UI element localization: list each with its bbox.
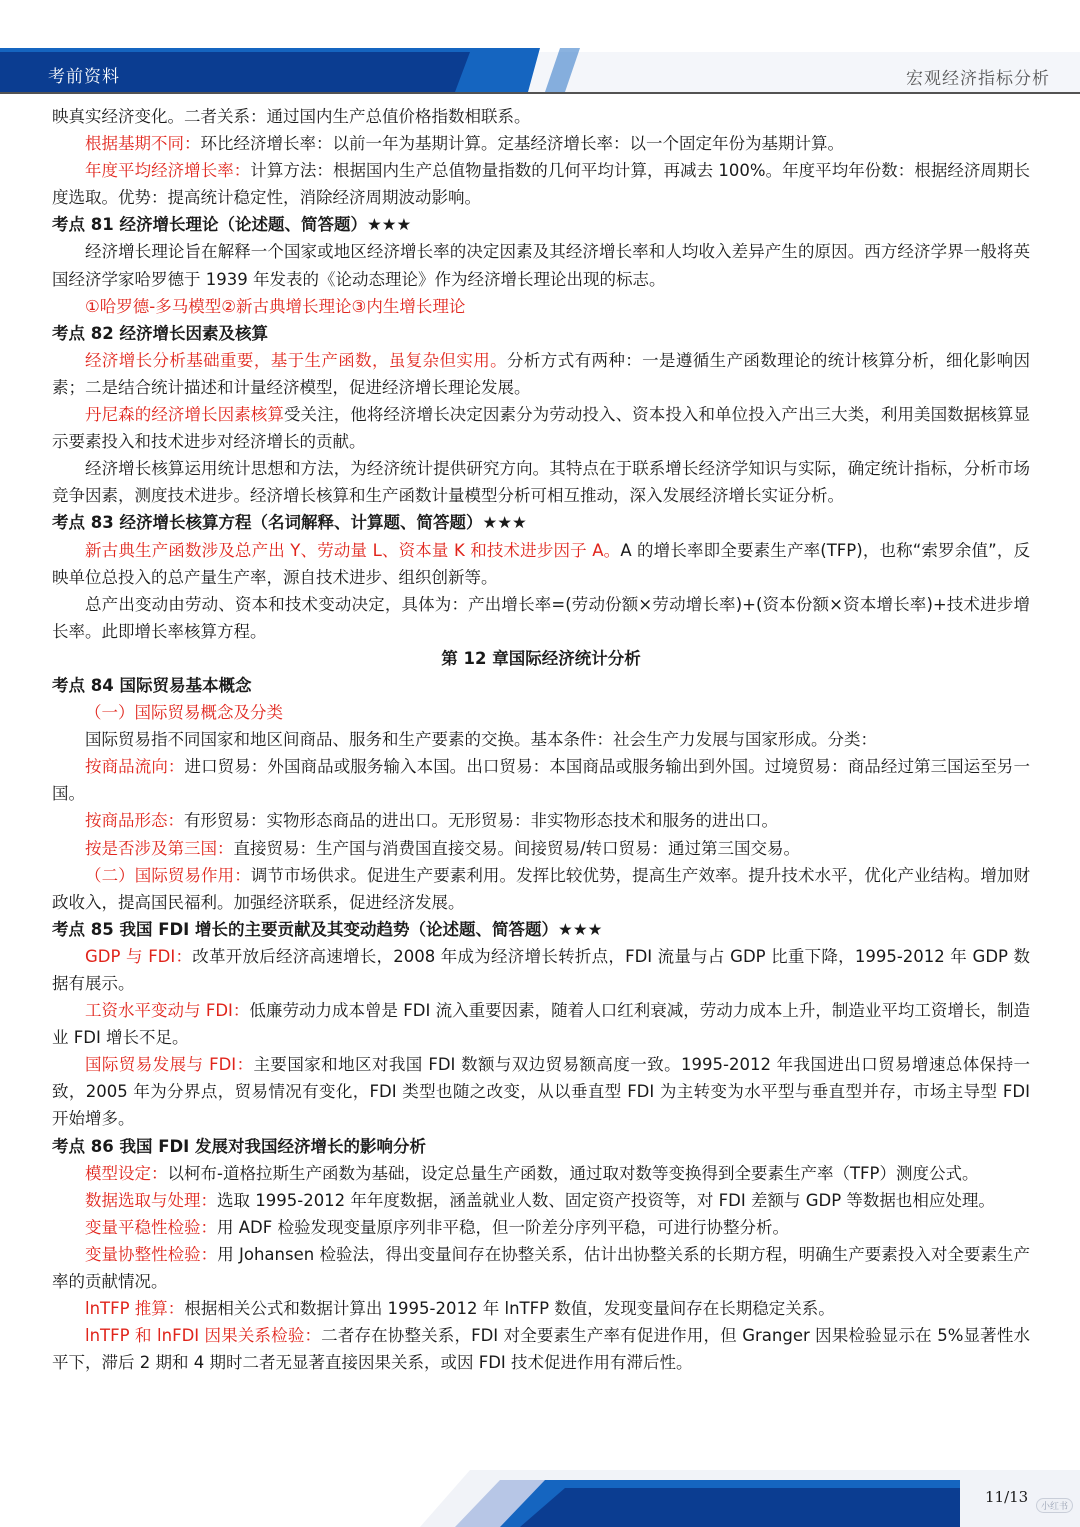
section-heading	[52, 1133, 1030, 1160]
body-text: 总产出变动由劳动、资本和技术变动决定，具体为：产出增长率=(劳动份额×劳动增长率)+(资本份额×资本增长率)+技术进步增长率。此即增长率核算方程。	[52, 594, 1030, 641]
body-text: 有形贸易：实物形态商品的进出口。无形贸易：非实物形态技术和服务的进出口。	[184, 811, 778, 831]
paragraph	[52, 455, 1030, 509]
body-text: 映真实经济变化。二者关系：通过国内生产总值价格指数相联系。	[52, 107, 531, 126]
paragraph	[52, 591, 1030, 645]
highlight-text: 按是否涉及第三国：	[85, 838, 234, 858]
highlight-text: 模型设定：	[85, 1163, 168, 1183]
body-text: 以柯布-道格拉斯生产函数为基础，设定总量生产函数，通过取对数等变换得到全要素生产率（TFP）测度公式。	[167, 1163, 979, 1183]
highlight-text: 新古典生产函数涉及总产出 Y、劳动量 L、资本量 K 和技术进步因子 A。	[85, 540, 621, 560]
page-number: 11/13	[985, 1488, 1029, 1506]
paragraph	[52, 753, 1030, 807]
highlight-text: lnTFP 和 lnFDI 因果关系检验：	[85, 1326, 322, 1346]
body-text: 经济增长核算运用统计思想和方法，为经济统计提供研究方向。其特点在于联系增长经济学知识与实际，确定统计指标，分析市场竞争因素，测度技术进步。经济增长核算和生产函数计量模型分析可相互推动，深入发展经济增长实证分析。	[52, 459, 1030, 506]
highlight-text: 丹尼森的经济增长因素核算	[85, 405, 284, 425]
body-text: 国际贸易指不同国家和地区间商品、服务和生产要素的交换。基本条件：社会生产力发展与国家形成。分类：	[85, 730, 877, 750]
body-text: 考点 86 我国 FDI 发展对我国经济增长的影响分析	[52, 1136, 427, 1156]
highlight-text: 数据选取与处理：	[85, 1190, 217, 1210]
paragraph	[52, 1295, 1030, 1322]
paragraph	[52, 238, 1030, 292]
highlight-text: 工资水平变动与 FDI：	[85, 1001, 250, 1021]
body-text: 调节市场供求。促进生产要素利用。发挥比较优势，提高生产效率。提升技术水平，优化产业结构。增加财政收入，提高国民福利。加强经济联系，促进经济发展。	[52, 865, 1031, 912]
body-text: 受关注，他将经济增长决定因素分为劳动投入、资本投入和单位投入产出三大类，利用美国数据核算显示要素投入和技术进步对经济增长的贡献。	[52, 405, 1031, 452]
body-text: 改革开放后经济高速增长，2008 年成为经济增长转折点，FDI 流量与占 GDP 比重下降，1995-2012 年 GDP 数据有展示。	[52, 946, 1030, 993]
section-heading	[52, 509, 1030, 536]
page-header	[0, 0, 1080, 100]
highlight-text: 国际贸易发展与 FDI：	[85, 1055, 254, 1075]
section-heading	[52, 916, 1030, 943]
highlight-text: （二）国际贸易作用：	[85, 865, 251, 885]
highlight-text: 按商品流向：	[85, 757, 185, 777]
paragraph	[52, 537, 1030, 591]
body-text: 考点 81 经济增长理论（论述题、简答题）★★★	[52, 215, 412, 235]
highlight-text: 年度平均经济增长率：	[85, 161, 251, 181]
body-text: 考点 84 国际贸易基本概念	[52, 675, 252, 695]
paragraph	[52, 157, 1030, 211]
header-right-title: 宏观经济指标分析	[906, 69, 1050, 89]
document-body	[52, 103, 1030, 1376]
highlight-text: ①哈罗德-多马模型②新古典增长理论③内生增长理论	[85, 296, 466, 316]
body-text: 用 ADF 检验发现变量原序列非平稳，但一阶差分序列平稳，可进行协整分析。	[217, 1217, 789, 1237]
body-text: 直接贸易：生产国与消费国直接交易。间接贸易/转口贸易：通过第三国交易。	[233, 838, 801, 858]
body-text: 环比经济增长率：以前一年为基期计算。定基经济增长率：以一个固定年份为基期计算。	[200, 134, 844, 154]
body-text: 分析方式有两种：一是遵循生产函数理论的统计核算分析，细化影响因素；二是结合统计描述和计量经济模型，促进经济增长理论发展。	[52, 350, 1031, 397]
body-text: 用 Johansen 检验法，得出变量间存在协整关系，估计出协整关系的长期方程，明确生产要素投入对全要素生产率的贡献情况。	[52, 1244, 1030, 1292]
body-text: 第 12 章国际经济统计分析	[441, 648, 641, 668]
page-footer	[0, 1470, 1080, 1527]
paragraph	[52, 862, 1030, 916]
paragraph	[52, 1051, 1030, 1132]
body-text: 二者存在协整关系，FDI 对全要素生产率有促进作用，但 Granger 因果检验显示在 5%显著性水平下，滞后 2 期和 4 期时二者无显著直接因果关系，或因 FDI 技术促进作用有滞后性。	[52, 1326, 1031, 1373]
watermark-badge: 小红书	[1036, 1498, 1073, 1513]
highlight-text: 变量平稳性检验：	[85, 1217, 217, 1237]
paragraph	[52, 997, 1030, 1051]
paragraph	[52, 1322, 1030, 1376]
body-text: 考点 85 我国 FDI 增长的主要贡献及其变动趋势（论述题、简答题）★★★	[52, 919, 603, 939]
paragraph	[52, 835, 1030, 862]
section-heading	[52, 211, 1030, 238]
footer-banner	[0, 1470, 1080, 1527]
body-text: 计算方法：根据国内生产总值物量指数的几何平均计算，再减去 100%。年度平均年份数：根据经济周期长度选取。优势：提高统计稳定性，消除经济周期波动影响。	[52, 161, 1031, 208]
paragraph	[52, 943, 1030, 997]
highlight-text: 变量协整性检验：	[85, 1244, 218, 1264]
body-text: 考点 82 经济增长因素及核算	[52, 323, 268, 343]
paragraph	[52, 726, 1030, 753]
body-text: 根据相关公式和数据计算出 1995-2012 年 lnTFP 数值，发现变量间存在长期稳定关系。	[184, 1299, 835, 1319]
highlight-text: 根据基期不同：	[85, 134, 201, 154]
paragraph	[52, 807, 1030, 834]
paragraph	[52, 1187, 1030, 1214]
header-left-title: 考前资料	[48, 67, 120, 87]
body-text: 考点 83 经济增长核算方程（名词解释、计算题、简答题）★★★	[52, 513, 527, 533]
highlight-text: 按商品形态：	[85, 811, 184, 831]
highlight-text: （一）国际贸易概念及分类	[85, 703, 283, 723]
section-heading	[52, 672, 1030, 699]
section-heading	[52, 320, 1030, 347]
highlight-text: GDP 与 FDI：	[85, 946, 193, 966]
paragraph	[52, 293, 1030, 320]
body-text: A 的增长率即全要素生产率(TFP)，也称“索罗余值”，反映单位总投入的总产量生产率，源自技术进步、组织创新等。	[52, 540, 1030, 587]
paragraph	[52, 1214, 1030, 1241]
paragraph	[52, 103, 1030, 130]
body-text: 经济增长理论旨在解释一个国家或地区经济增长率的决定因素及其经济增长率和人均收入差异产生的原因。西方经济学界一般将英国经济学家哈罗德于 1939 年发表的《论动态理论》作为经济增长理论出现的标志。	[52, 242, 1030, 289]
body-text: 进口贸易：外国商品或服务输入本国。出口贸易：本国商品或服务输出到外国。过境贸易：商品经过第三国运至另一国。	[52, 757, 1031, 804]
paragraph	[52, 347, 1030, 401]
paragraph	[52, 1160, 1030, 1187]
paragraph	[52, 699, 1030, 726]
body-text: 主要国家和地区对我国 FDI 数额与双边贸易额高度一致。1995-2012 年我国进出口贸易增速总体保持一致，2005 年为分界点，贸易情况有变化，FDI 类型也随之改变，从以垂直型 FDI 为主转变为水平型与垂直型并存，市场主导型 FDI 开始增多。	[52, 1055, 1030, 1129]
highlight-text: lnTFP 推算：	[85, 1299, 185, 1319]
body-text: 低廉劳动力成本曾是 FDI 流入重要因素，随着人口红利衰减，劳动力成本上升，制造业平均工资增长，制造业 FDI 增长不足。	[52, 1001, 1030, 1048]
chapter-title	[52, 645, 1030, 672]
highlight-text: 经济增长分析基础重要，基于生产函数，虽复杂但实用。	[85, 350, 508, 370]
paragraph	[52, 401, 1030, 455]
body-text: 选取 1995-2012 年年度数据，涵盖就业人数、固定资产投资等，对 FDI 差额与 GDP 等数据也相应处理。	[217, 1190, 995, 1210]
paragraph	[52, 130, 1030, 157]
paragraph	[52, 1241, 1030, 1295]
